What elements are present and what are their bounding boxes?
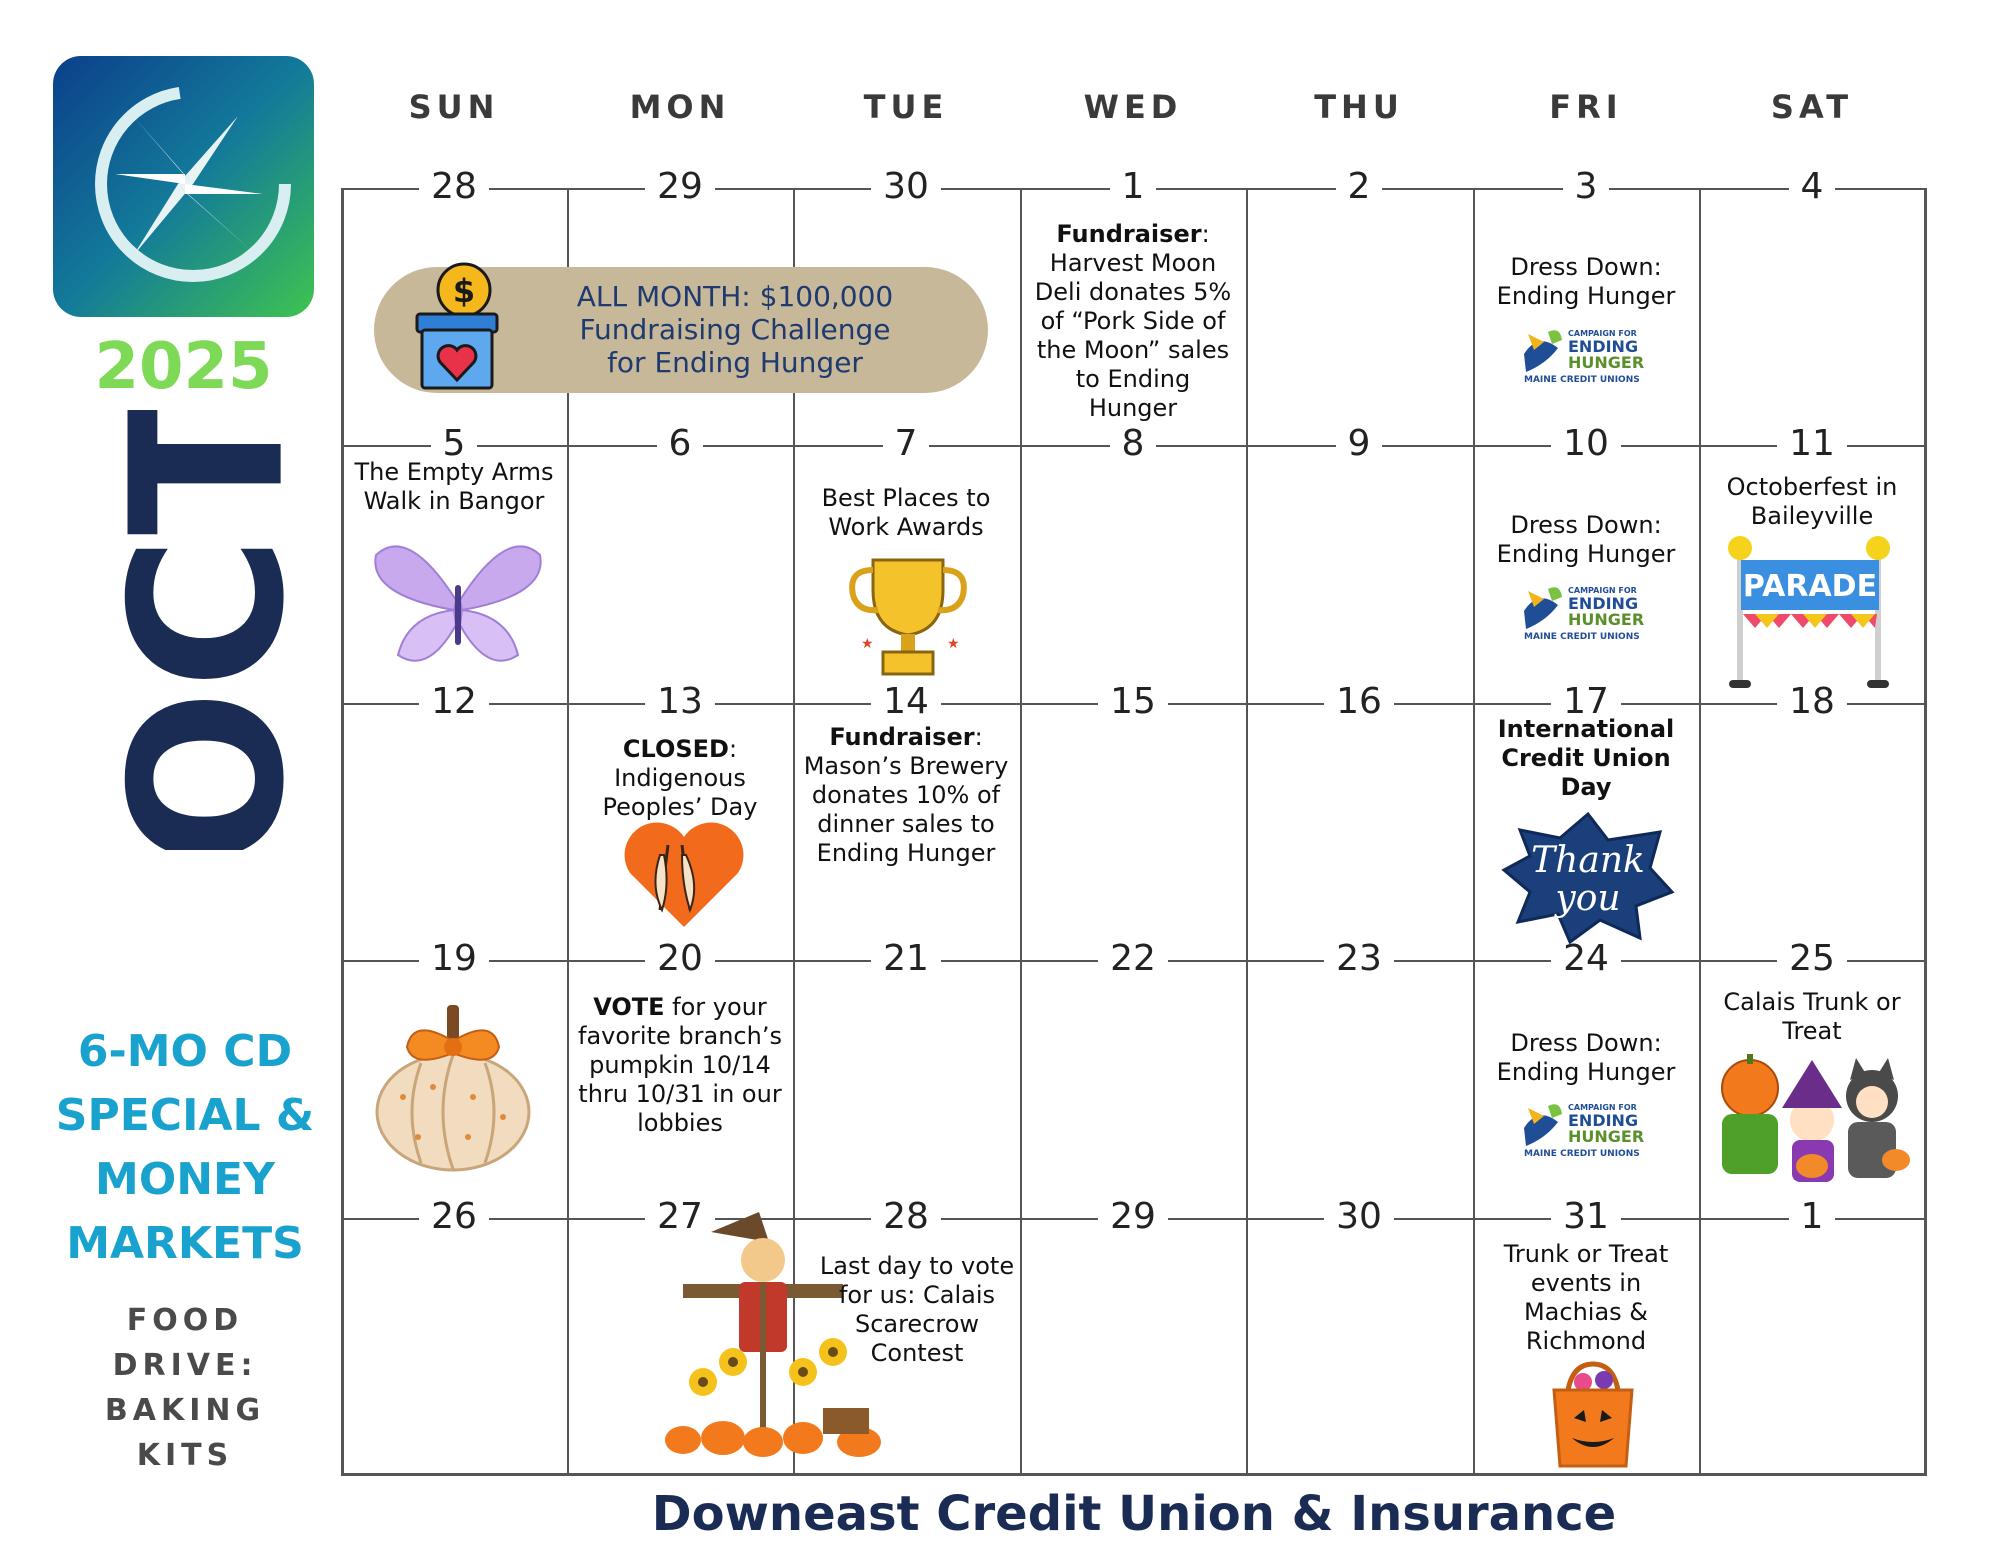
day-number: 1 bbox=[1020, 166, 1246, 207]
day-number: 6 bbox=[567, 423, 793, 464]
weekday-sun: SUN bbox=[408, 88, 500, 126]
feather-heart-icon bbox=[620, 815, 748, 935]
ending-hunger-logo bbox=[1518, 1098, 1658, 1162]
svg-text:HUNGER: HUNGER bbox=[1568, 1127, 1645, 1146]
day-number: 24 bbox=[1473, 938, 1699, 979]
event-mon-13: CLOSED: Indigenous Peoples’ Day bbox=[602, 735, 758, 821]
day-number: 28 bbox=[341, 166, 567, 207]
calendar-year: 2025 bbox=[94, 330, 273, 404]
day-number: 11 bbox=[1699, 423, 1925, 464]
svg-text:★: ★ bbox=[947, 636, 960, 652]
promo-line: MONEY bbox=[95, 1154, 275, 1205]
day-number: 12 bbox=[341, 681, 567, 722]
day-number: 19 bbox=[341, 938, 567, 979]
drive-line: FOOD bbox=[126, 1303, 244, 1338]
footer-brand: Downeast Credit Union & Insurance bbox=[651, 1486, 1617, 1542]
weekday-fri: FRI bbox=[1549, 88, 1623, 126]
weekday-mon: MON bbox=[629, 88, 731, 126]
svg-text:CAMPAIGN FOR: CAMPAIGN FOR bbox=[1568, 586, 1637, 595]
day-number: 30 bbox=[793, 166, 1019, 207]
event-fri-3: Dress Down: Ending Hunger bbox=[1496, 253, 1676, 310]
event-fri-24: Dress Down: Ending Hunger bbox=[1496, 1029, 1676, 1086]
day-number: 10 bbox=[1473, 423, 1699, 464]
svg-text:you: you bbox=[1555, 878, 1621, 919]
event-tue-7: Best Places to Work Awards bbox=[821, 484, 991, 541]
event-fri-10: Dress Down: Ending Hunger bbox=[1496, 511, 1676, 568]
trick-or-treat-kids-icon bbox=[1700, 1050, 1926, 1190]
event-fri-31: Trunk or Treat events in Machias & Richmond bbox=[1503, 1240, 1669, 1355]
grid-divider bbox=[1246, 188, 1248, 1476]
event-sat-25: Calais Trunk or Treat bbox=[1723, 988, 1901, 1045]
drive-line: KITS bbox=[136, 1438, 234, 1473]
thank-you-balloon-icon bbox=[1500, 810, 1675, 945]
svg-text:HUNGER: HUNGER bbox=[1568, 610, 1645, 629]
svg-text:HUNGER: HUNGER bbox=[1568, 353, 1645, 372]
day-number: 13 bbox=[567, 681, 793, 722]
grid-divider bbox=[1473, 188, 1475, 1476]
all-month-banner-text bbox=[540, 280, 930, 379]
svg-text:Thank: Thank bbox=[1531, 840, 1645, 881]
banner-line: Fundraising Challenge bbox=[579, 313, 891, 346]
calendar-month bbox=[13, 410, 353, 850]
butterfly-icon bbox=[368, 535, 548, 675]
day-number: 21 bbox=[793, 938, 1019, 979]
day-number: 31 bbox=[1473, 1196, 1699, 1237]
svg-text:ENDING: ENDING bbox=[1568, 594, 1639, 613]
day-number: 30 bbox=[1246, 1196, 1472, 1237]
svg-text:ENDING: ENDING bbox=[1568, 1111, 1639, 1130]
event-wed-1: Fundraiser: Harvest Moon Deli donates 5% of “Pork Side of the Moon” sales to Ending Hunger bbox=[1034, 220, 1232, 422]
compass-logo bbox=[53, 56, 314, 317]
event-tue-28: Last day to vote for us: Calais Scarecrow Contest bbox=[819, 1252, 1015, 1367]
svg-text:MAINE CREDIT UNIONS: MAINE CREDIT UNIONS bbox=[1524, 632, 1640, 642]
day-number: 5 bbox=[341, 423, 567, 464]
day-number: 7 bbox=[793, 423, 1019, 464]
svg-text:★: ★ bbox=[861, 636, 874, 652]
promo-line: MARKETS bbox=[66, 1218, 304, 1269]
donation-box-icon bbox=[412, 262, 502, 392]
day-number: 16 bbox=[1246, 681, 1472, 722]
cd-promo bbox=[40, 1020, 330, 1276]
drive-line: DRIVE: bbox=[112, 1348, 258, 1383]
compass-icon bbox=[53, 56, 314, 317]
event-fri-17: International Credit Union Day bbox=[1497, 715, 1675, 801]
day-number: 18 bbox=[1699, 681, 1925, 722]
weekday-thu: THU bbox=[1314, 88, 1404, 126]
grid-divider bbox=[1699, 188, 1701, 1476]
svg-text:CAMPAIGN FOR: CAMPAIGN FOR bbox=[1568, 329, 1637, 338]
banner-line: for Ending Hunger bbox=[607, 346, 863, 379]
svg-text:MAINE CREDIT UNIONS: MAINE CREDIT UNIONS bbox=[1524, 1149, 1640, 1159]
event-sun-5: The Empty Arms Walk in Bangor bbox=[354, 458, 554, 515]
event-tue-14: Fundraiser: Mason’s Brewery donates 10% of dinner sales to Ending Hunger bbox=[803, 723, 1009, 867]
day-number: 26 bbox=[341, 1196, 567, 1237]
ending-hunger-logo bbox=[1518, 581, 1658, 645]
event-mon-20: VOTE for your favorite branch’s pumpkin 10/14 thru 10/31 in our lobbies bbox=[578, 993, 782, 1137]
promo-line: 6-MO CD bbox=[77, 1026, 293, 1077]
day-number: 4 bbox=[1699, 166, 1925, 207]
event-sat-11: Octoberfest in Baileyville bbox=[1726, 473, 1898, 530]
weekday-sat: SAT bbox=[1770, 88, 1854, 126]
svg-text:ENDING: ENDING bbox=[1568, 337, 1639, 356]
banner-line: ALL MONTH: $100,000 bbox=[576, 280, 894, 313]
food-drive bbox=[60, 1298, 310, 1478]
parade-sign-icon bbox=[1725, 532, 1895, 692]
day-number: 20 bbox=[567, 938, 793, 979]
day-number: 23 bbox=[1246, 938, 1472, 979]
weekday-wed: WED bbox=[1083, 88, 1183, 126]
day-number: 28 bbox=[793, 1196, 1019, 1237]
day-number: 2 bbox=[1246, 166, 1472, 207]
svg-text:MAINE CREDIT UNIONS: MAINE CREDIT UNIONS bbox=[1524, 375, 1640, 385]
day-number: 22 bbox=[1020, 938, 1246, 979]
drive-line: BAKING bbox=[104, 1393, 266, 1428]
promo-line: SPECIAL & bbox=[55, 1090, 315, 1141]
ending-hunger-logo bbox=[1518, 324, 1658, 388]
pumpkin-icon bbox=[373, 997, 533, 1172]
weekday-tue: TUE bbox=[863, 88, 949, 126]
day-number: 27 bbox=[567, 1196, 793, 1237]
day-number: 29 bbox=[567, 166, 793, 207]
svg-text:PARADE: PARADE bbox=[1742, 569, 1878, 604]
day-number: 25 bbox=[1699, 938, 1925, 979]
halloween-bag-icon bbox=[1548, 1360, 1638, 1470]
month-label: OCT bbox=[85, 410, 331, 850]
day-number: 14 bbox=[793, 681, 1019, 722]
day-number: 29 bbox=[1020, 1196, 1246, 1237]
day-number: 1 bbox=[1699, 1196, 1925, 1237]
day-number: 3 bbox=[1473, 166, 1699, 207]
svg-text:$: $ bbox=[452, 272, 476, 310]
day-number: 8 bbox=[1020, 423, 1246, 464]
day-number: 9 bbox=[1246, 423, 1472, 464]
day-number: 15 bbox=[1020, 681, 1246, 722]
svg-text:CAMPAIGN FOR: CAMPAIGN FOR bbox=[1568, 1103, 1637, 1112]
trophy-icon bbox=[843, 550, 973, 680]
day-number: 17 bbox=[1473, 681, 1699, 722]
